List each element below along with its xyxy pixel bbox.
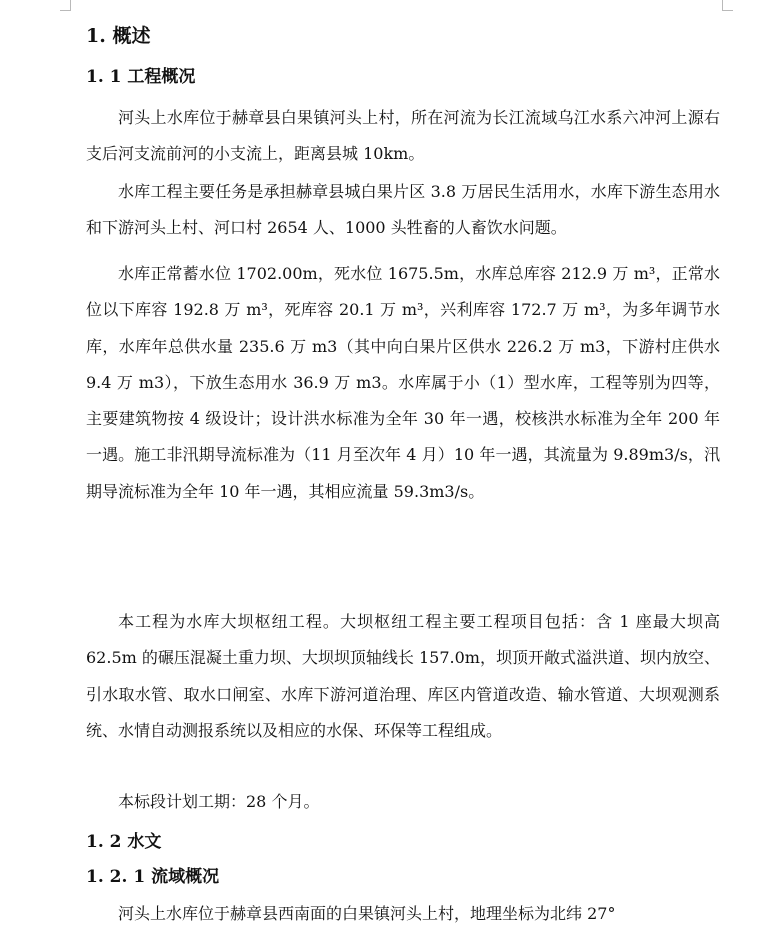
heading-basin-overview: 1. 2. 1 流域概况 xyxy=(86,867,220,887)
paragraph-location: 河头上水库位于赫章县白果镇河头上村，所在河流为长江流域乌江水系六冲河上源右支后河支流前河的小支流上，距离县城 10km。 xyxy=(86,108,720,164)
margin-corner-mark xyxy=(60,0,71,11)
heading-hydrology: 1. 2 水文 xyxy=(86,832,162,852)
paragraph-main-tasks: 水库工程主要任务是承担赫章县城白果片区 3.8 万居民生活用水，水库下游生态用水和下游河头上村、河口村 2654 人、1000 头牲畜的人畜饮水问题。 xyxy=(86,182,720,238)
margin-corner-mark xyxy=(722,0,733,11)
paragraph-dam-works: 本工程为水库大坝枢纽工程。大坝枢纽工程主要工程项目包括：含 1 座最大坝高 62.5m 的碾压混凝土重力坝、大坝坝顶轴线长 157.0m，坝顶开敞式溢洪道、坝内放空、引水取水管、取水口闸室、水库下游河道治理、库区内管道改造、输水管道、大坝观测系统、水情自动测报系统以及相应的水保、环保等工程组成。 xyxy=(86,612,720,740)
heading-overview: 1. 概述 xyxy=(86,25,151,47)
paragraph-schedule: 本标段计划工期：28 个月。 xyxy=(118,792,320,811)
paragraph-basin-location: 河头上水库位于赫章县西南面的白果镇河头上村，地理坐标为北纬 27° xyxy=(118,904,616,923)
paragraph-reservoir-parameters: 水库正常蓄水位 1702.00m，死水位 1675.5m，水库总库容 212.9 万 m³，正常水位以下库容 192.8 万 m³，死库容 20.1 万 m³，兴利库容 172.7 万 m³，为多年调节水库，水库年总供水量 235.6 万 m3（其中向白果片区供水 226.2 万 m3，下游村庄供水 9.4 万 m3），下放生态用水 36.9 万 m3。水库属于小（1）型水库，工程等别为四等，主要建筑物按 4 级设计；设计洪水标准为全年 30 年一遇，校核洪水标准为全年 200 年一遇。施工非汛期导流标准为（11 月至次年 4 月）10 年一遇，其流量为 9.89m3/s，汛期导流标准为全年 10 年一遇，其相应流量 59.3m3/s。 xyxy=(86,264,720,501)
heading-project-overview: 1. 1 工程概况 xyxy=(86,67,196,87)
